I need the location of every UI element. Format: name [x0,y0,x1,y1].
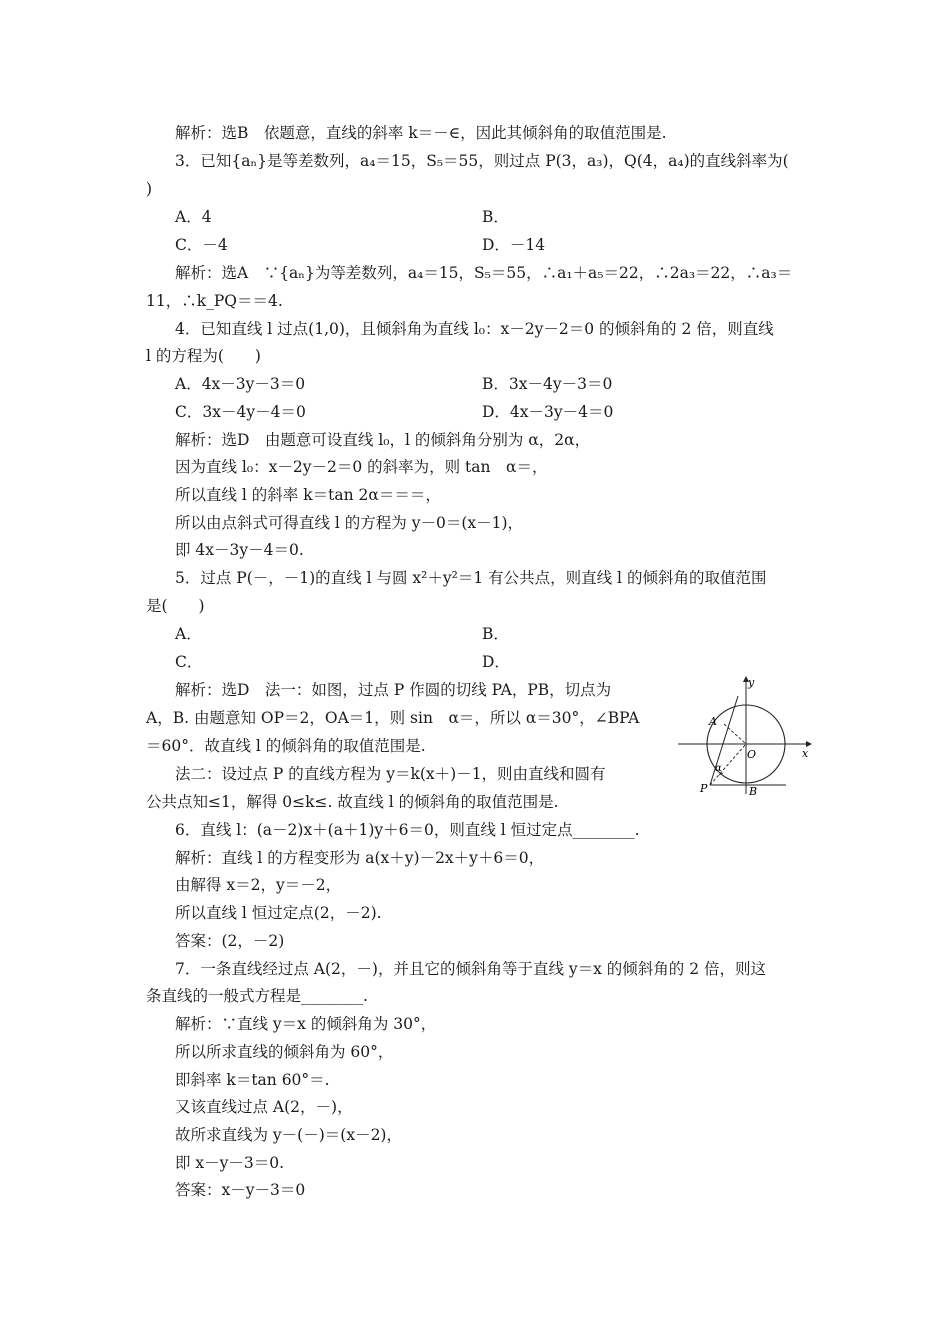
q5-solution-line: A，B. 由题意知 OP＝2，OA＝1，则 sin α＝，所以 α＝30°，∠BPA [146,709,640,727]
label-x: x [802,747,809,760]
q3-solution: 解析：选A ∵{aₙ}为等差数列，a₄＝15，S₅＝55，∴a₁＋a₅＝22，∴2a₃＝22，∴a₃＝ [175,264,793,282]
q7-solution-line: 故所求直线为 y－(－)＝(x－2)， [175,1126,402,1144]
q7-solution-line: 又该直线过点 A(2，－)， [175,1098,353,1116]
q5-option-a: A． [175,625,202,643]
q5-solution-line: 公共点知≤1，解得 0≤k≤. 故直线 l 的倾斜角的取值范围是. [146,793,559,811]
q3-option-d: D．－14 [482,236,546,254]
q3-question-cont: ) [146,180,153,198]
q4-solution-line: 因为直线 l₀：x－2y－2＝0 的斜率为，则 tan α＝， [175,458,548,476]
q5-solution-method2: 法二：设过点 P 的直线方程为 y＝k(x＋)－1，则由直线和圆有 [175,765,606,783]
q3-option-b: B． [482,208,509,226]
q6-solution-line: 由解得 x＝2，y＝－2， [175,876,342,894]
q7-solution-line: 所以所求直线的倾斜角为 60°， [175,1043,394,1061]
q6-solution: 解析：直线 l 的方程变形为 a(x＋y)－2x＋y＋6＝0， [175,849,545,867]
q4-option-c: C．3x－4y－4＝0 [175,403,306,421]
q4-solution-line: 所以由点斜式可得直线 l 的方程为 y－0＝(x－1)， [175,514,524,532]
q5-option-b: B． [482,625,509,643]
circle-tangent-figure [676,672,814,796]
q7-solution-line: 即斜率 k＝tan 60°＝. [175,1071,330,1089]
q5-solution-line: ＝60°．故直线 l 的倾斜角的取值范围是. [146,737,426,755]
segment-oa [724,724,746,744]
label-b: B [749,785,758,796]
q4-option-b: B．3x－4y－3＝0 [482,375,613,393]
q5-option-c: C． [175,653,203,671]
q4-option-d: D．4x－3y－4＝0 [482,403,614,421]
q5-option-d: D． [482,653,510,671]
q4-solution: 解析：选D 由题意可设直线 l₀，l 的倾斜角分别为 α，2α， [175,431,591,449]
label-p: P [700,782,708,795]
q4-solution-line: 所以直线 l 的斜率 k＝tan 2α＝＝＝， [175,486,441,504]
q5-question: 5．过点 P(－，－1)的直线 l 与圆 x²＋y²＝1 有公共点，则直线 l 的倾斜角的取值范围 [175,569,767,587]
q7-solution-line: 即 x－y－3＝0. [175,1154,285,1172]
q5-question-cont: 是( ) [146,597,205,615]
q7-answer: 答案：x－y－3＝0 [175,1181,306,1199]
q3-question: 3．已知{aₙ}是等差数列，a₄＝15，S₅＝55，则过点 P(3，a₃)，Q(4，a₄)的直线斜率为( [175,152,789,170]
q4-solution-line: 即 4x－3y－4＝0. [175,541,304,559]
label-y: y [748,676,755,689]
q4-question-cont: l 的方程为( ) [146,347,261,365]
label-alpha: α [715,763,722,774]
q3-option-a: A．4 [175,208,212,226]
q6-question: 6．直线 l：(a－2)x＋(a＋1)y＋6＝0，则直线 l 恒过定点________. [175,821,640,839]
q3-solution-cont: 11，∴k_PQ＝＝4. [146,292,283,310]
label-a: A [709,715,717,728]
q4-option-a: A．4x－3y－3＝0 [175,375,306,393]
q3-option-c: C．－4 [175,236,228,254]
label-o: O [747,748,757,761]
q5-solution: 解析：选D 法一：如图，过点 P 作圆的切线 PA，PB，切点为 [175,681,612,699]
q7-solution: 解析：∵直线 y＝x 的倾斜角为 30°， [175,1015,437,1033]
q6-solution-line: 所以直线 l 恒过定点(2，－2). [175,904,382,922]
q7-question-cont: 条直线的一般式方程是________. [146,987,368,1005]
q6-answer: 答案：(2，－2) [175,932,285,950]
q2-solution: 解析：选B 依题意，直线的斜率 k＝－∈，因此其倾斜角的取值范围是. [175,124,667,142]
q7-question: 7．一条直线经过点 A(2，－)，并且它的倾斜角等于直线 y＝x 的倾斜角的 2 倍，则这 [175,960,767,978]
q4-question: 4．已知直线 l 过点(1,0)，且倾斜角为直线 l₀：x－2y－2＝0 的倾斜角的 2 倍，则直线 [175,320,774,338]
